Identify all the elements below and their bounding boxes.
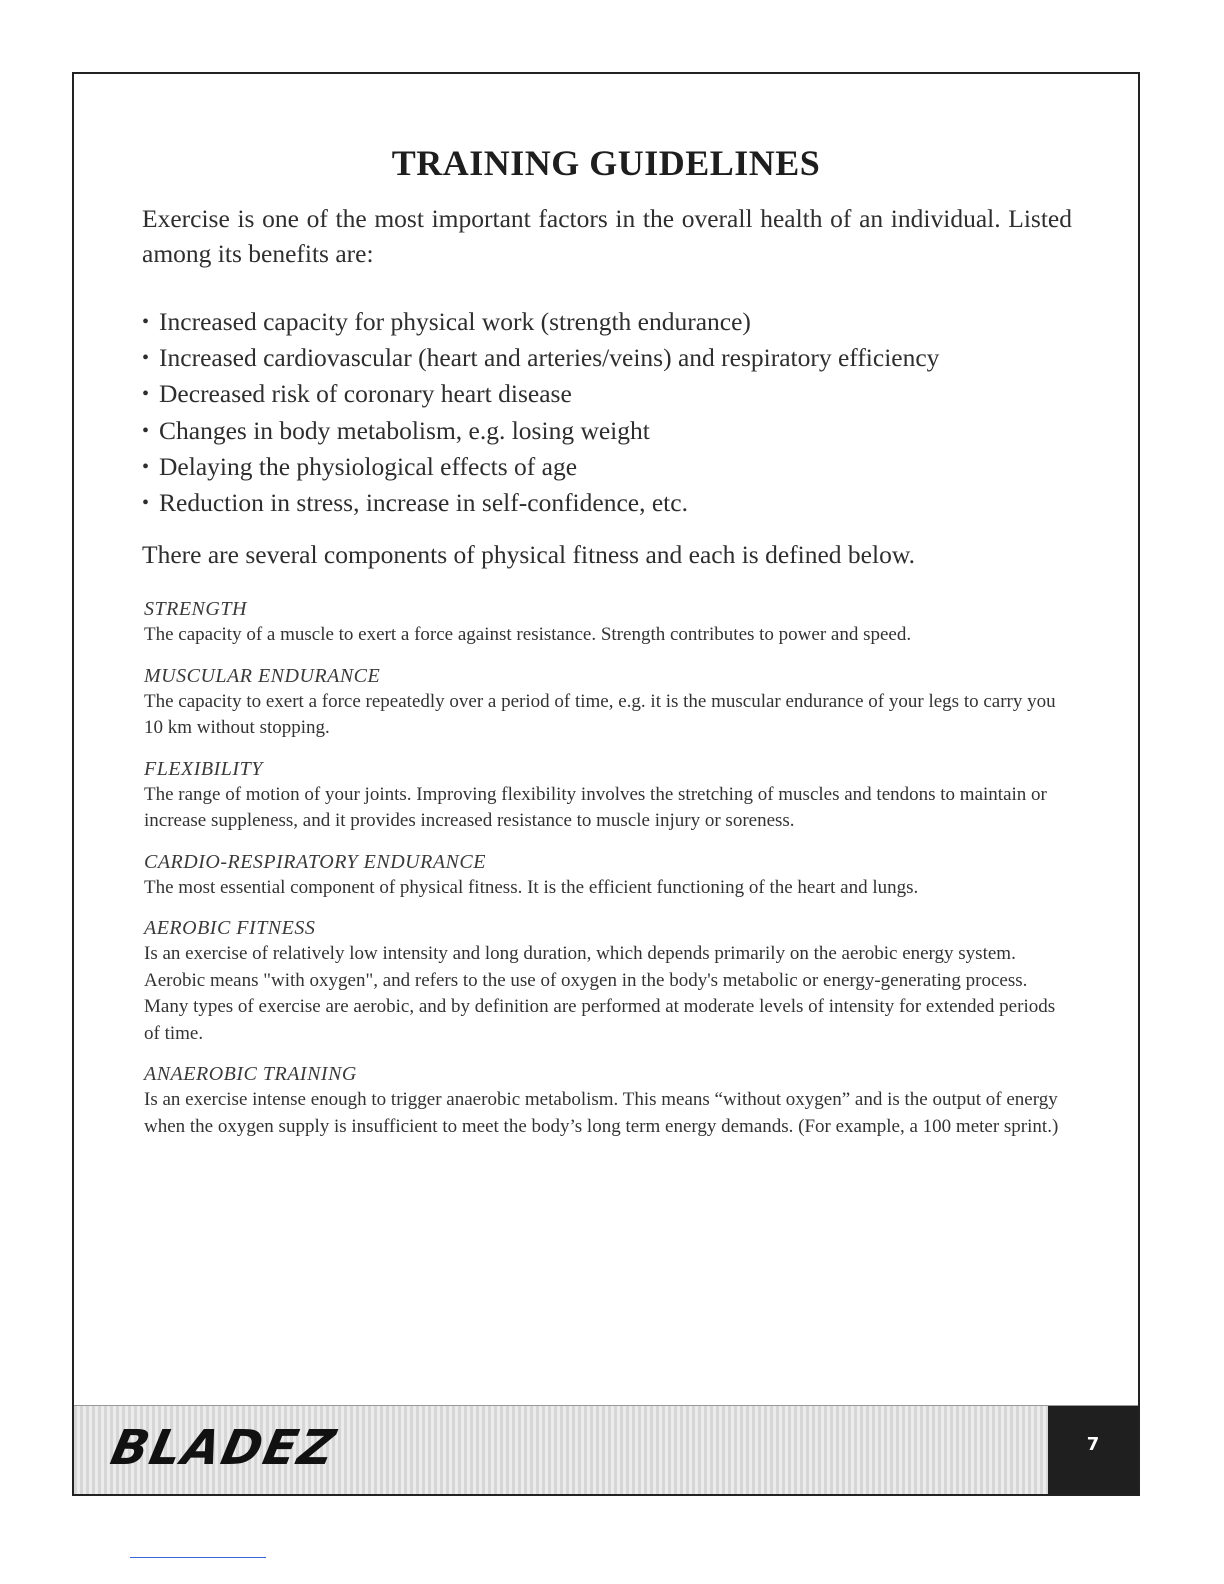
- benefit-item: • Changes in body metabolism, e.g. losing weight: [142, 414, 1098, 450]
- section-cardio-respiratory: [144, 849, 1068, 902]
- section-heading: AEROBIC FITNESS: [144, 917, 316, 939]
- benefit-item: • Increased cardiovascular (heart and arteries/veins) and respiratory efficiency: [142, 341, 1098, 377]
- hyperlink-underline[interactable]: [130, 1557, 266, 1558]
- section-heading: MUSCULAR ENDURANCE: [144, 664, 381, 687]
- components-intro: There are several components of physical fitness and each is defined below.: [142, 540, 915, 569]
- benefit-item: • Decreased risk of coronary heart disease: [142, 377, 1098, 413]
- section-text: Is an exercise intense enough to trigger anaerobic metabolism. This means “without oxygen” and is the output of energy when the oxygen supply is insufficient to meet the body’s long term energy demands. (For example, a 100 meter sprint.): [144, 1089, 1059, 1137]
- section-heading: ANAEROBIC TRAINING: [144, 1063, 357, 1085]
- page-number-box: [1048, 1406, 1138, 1494]
- page-frame: [72, 72, 1140, 1496]
- section-text: The most essential component of physical fitness. It is the efficient functioning of the heart and lungs.: [144, 876, 919, 898]
- footer-bar: [74, 1405, 1138, 1494]
- intro-paragraph: Exercise is one of the most important factors in the overall health of an individual. Listed among its benefits are:: [142, 204, 1072, 268]
- benefit-item: • Reduction in stress, increase in self-confidence, etc.: [142, 486, 1098, 522]
- section-heading: FLEXIBILITY: [144, 757, 263, 780]
- page-title: TRAINING GUIDELINES: [391, 143, 821, 183]
- section-text: The range of motion of your joints. Improving flexibility involves the stretching of muscles and tendons to maintain or increase suppleness, and it provides increased resistance to muscle injury or soreness.: [144, 783, 1047, 831]
- section-anaerobic-training: [144, 1061, 1068, 1140]
- section-aerobic-fitness: [144, 915, 1068, 1047]
- section-heading: CARDIO-RESPIRATORY ENDURANCE: [144, 850, 486, 873]
- section-text: The capacity to exert a force repeatedly over a period of time, e.g. it is the muscular endurance of your legs to carry you 10 km without stopping.: [144, 690, 1056, 738]
- page-number: 7: [1086, 1434, 1100, 1455]
- fitness-components: [144, 596, 1068, 1154]
- benefit-item: • Increased capacity for physical work (strength endurance): [142, 305, 1098, 341]
- section-heading: STRENGTH: [144, 598, 247, 620]
- section-flexibility: [144, 756, 1068, 835]
- section-text: The capacity of a muscle to exert a force against resistance. Strength contributes to power and speed.: [144, 624, 912, 645]
- benefits-list: [142, 305, 1098, 522]
- section-text: Is an exercise of relatively low intensity and long duration, which depends primarily on the aerobic energy system. Aerobic means "with oxygen", and refers to the use of oxygen in the body's metabolic or energy-generating process. Many types of exercise are aerobic, and by definition are performed at moderate levels of intensity for extended periods of time.: [144, 943, 1056, 1044]
- section-muscular-endurance: [144, 663, 1068, 742]
- section-strength: [144, 596, 1068, 649]
- benefit-item: • Delaying the physiological effects of age: [142, 450, 1098, 486]
- brand-logo: BLADEZ: [106, 1420, 342, 1476]
